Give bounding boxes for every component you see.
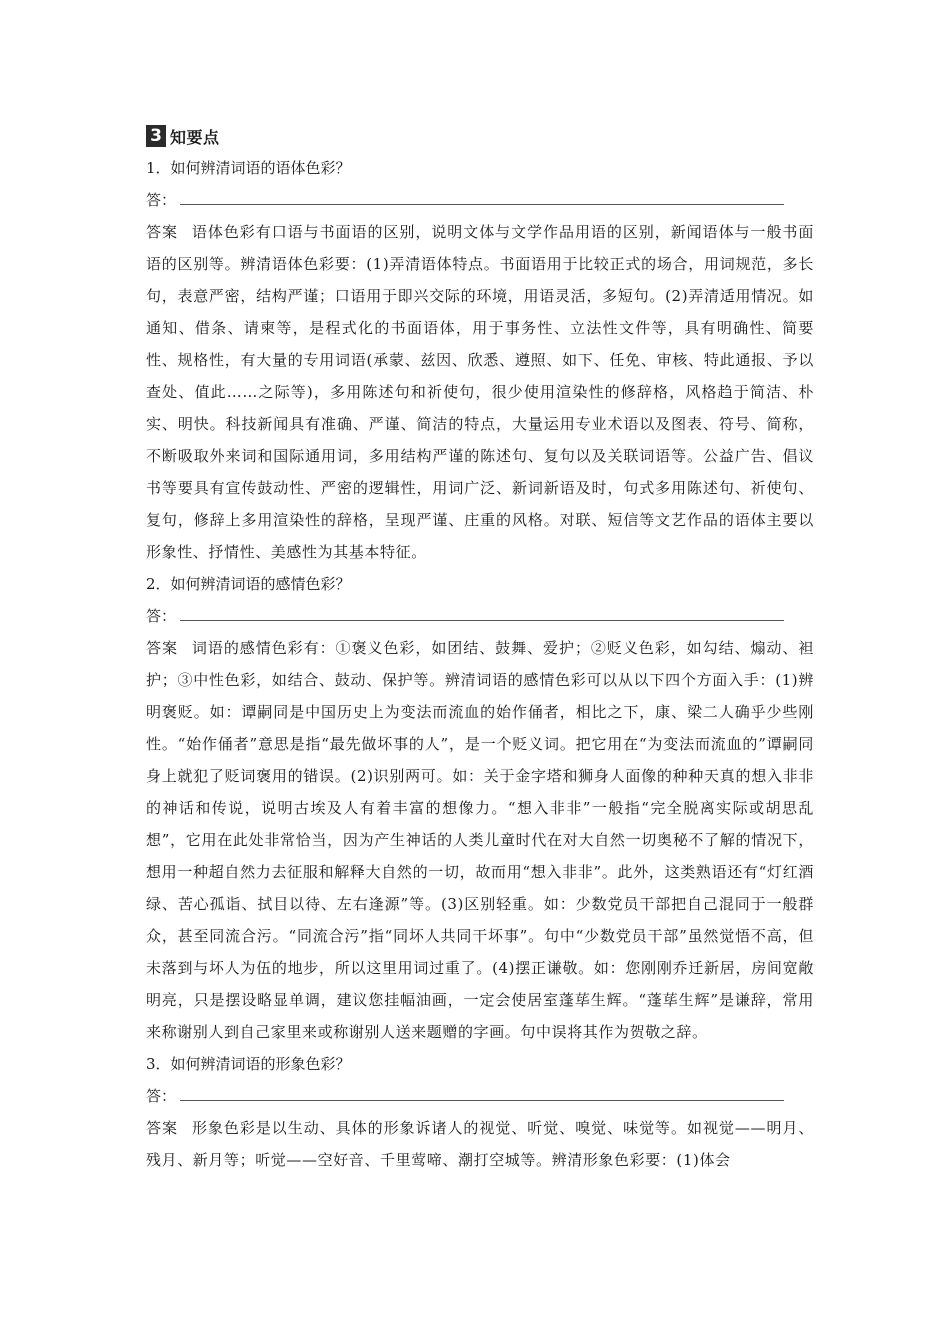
answer-paragraph [146,216,814,568]
answer-tag: 答案 [146,223,178,241]
question-item [146,568,814,1048]
answer-tag: 答案 [146,1119,178,1137]
answer-blank [146,600,814,632]
question-item [146,1048,814,1176]
answer-paragraph [146,632,814,1048]
answer-blank [146,184,814,216]
section-title: 知要点 [170,127,220,147]
answer-text: 词语的感情色彩有：①褒义色彩，如团结、鼓舞、爱护；②贬义色彩，如勾结、煽动、袒护；③中性色彩，如结合、鼓动、保护等。辨清词语的感情色彩可以从以下四个方面入手：(1)辨明褒贬。如：谭嗣同是中国历史上为变法而流血的始作俑者，相比之下，康、梁二人确乎少些刚性。“始作俑者”意思是指“最先做坏事的人”，是一个贬义词。把它用在“为变法而流血的”谭嗣同身上就犯了贬词褒用的错误。(2)识别两可。如：关于金字塔和狮身人面像的种种天真的想入非非的神话和传说，说明古埃及人有着丰富的想像力。“想入非非”一般指“完全脱离实际或胡思乱想”，它用在此处非常恰当，因为产生神话的人类儿童时代在对大自然一切奥秘不了解的情况下，想用一种超自然力去征服和解释大自然的一切，故而用“想入非非”。此外，这类熟语还有“灯红酒绿、苦心孤诣、拭目以待、左右逢源”等。(3)区别轻重。如：少数党员干部把自己混同于一般群众，甚至同流合污。“同流合污”指“同坏人共同干坏事”。句中“少数党员干部”虽然觉悟不高，但未落到与坏人为伍的地步，所以这里用词过重了。(4)摆正谦敬。如：您刚刚乔迁新居，房间宽敞明亮，只是摆设略显单调，建议您挂幅油画，一定会使居室蓬荜生辉。“蓬荜生辉”是谦辞，常用来称谢别人到自己家里来或称谢别人送来题赠的字画。句中误将其作为贺敬之辞。 [146,639,814,1041]
answer-text: 形象色彩是以生动、具体的形象诉诸人的视觉、听觉、嗅觉、味觉等。如视觉——明月、残月、新月等；听觉——空好音、千里莺啼、潮打空城等。辨清形象色彩要：(1)体会 [146,1119,815,1169]
answer-text: 语体色彩有口语与书面语的区别，说明文体与文学作品用语的区别，新闻语体与一般书面语的区别等。辨清语体色彩要：(1)弄清语体特点。书面语用于比较正式的场合，用词规范，多长句，表意严密，结构严谨；口语用于即兴交际的环境，用语灵活，多短句。(2)弄清适用情况。如通知、借条、请柬等，是程式化的书面语体，用于事务性、立法性文件等，具有明确性、简要性、规格性，有大量的专用词语(承蒙、兹因、欣悉、遵照、如下、任免、审核、特此通报、予以查处、值此……之际等)，多用陈述句和祈使句，很少使用渲染性的修辞格，风格趋于简洁、朴实、明快。科技新闻具有准确、严谨、简洁的特点，大量运用专业术语以及图表、符号、简称，不断吸取外来词和国际通用词，多用结构严谨的陈述句、复句以及关联词语等。公益广告、倡议书等要具有宣传鼓动性、严密的逻辑性，用词广泛、新词新语及时，句式多用陈述句、祈使句、复句，修辞上多用渲染性的辞格，呈现严谨、庄重的风格。对联、短信等文艺作品的语体主要以形象性、抒情性、美感性为其基本特征。 [146,223,814,561]
answer-underline [180,204,784,205]
questions-list [146,152,814,1176]
answer-underline [180,1100,784,1101]
question-text: 2．如何辨清词语的感情色彩？ [146,575,351,593]
answer-prompt: 答： [146,1087,177,1105]
answer-underline [180,620,784,621]
question-item [146,152,814,568]
section-number-badge: 3 [146,125,166,147]
answer-prompt: 答： [146,607,177,625]
answer-prompt: 答： [146,191,177,209]
section-heading [146,124,220,148]
answer-blank [146,1080,814,1112]
question-text: 1．如何辨清词语的语体色彩？ [146,159,351,177]
question-text: 3．如何辨清词语的形象色彩？ [146,1055,351,1073]
answer-paragraph [146,1112,814,1176]
answer-tag: 答案 [146,639,178,657]
